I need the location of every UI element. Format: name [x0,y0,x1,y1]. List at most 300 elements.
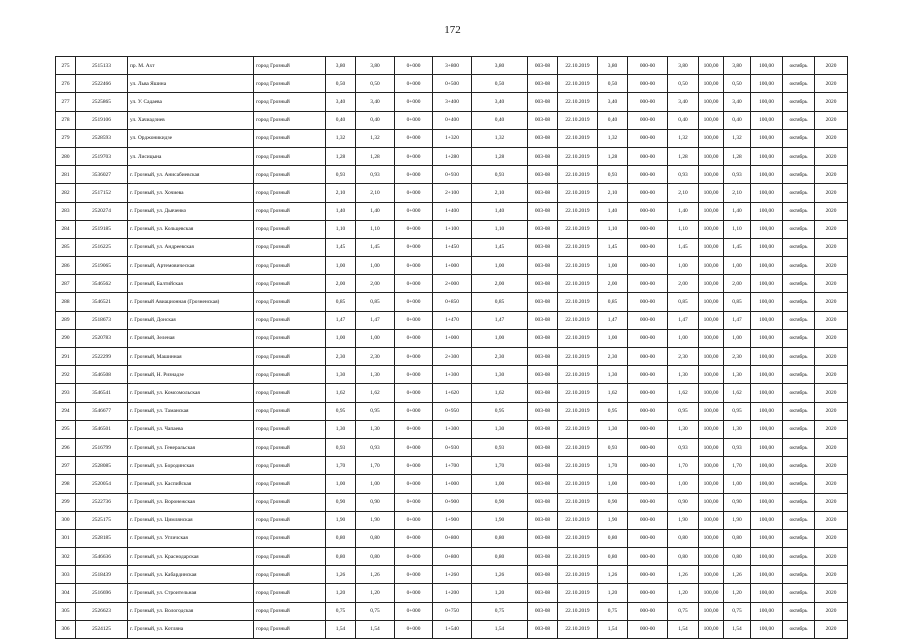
cell-percent-normative: 100,00 [699,384,724,402]
table-row [56,129,848,147]
cell-percent-normative: 100,00 [699,329,724,347]
cell-survey-date: 22.10.2019 [558,184,598,202]
cell-length-surveyed: 0,75 [598,602,628,620]
road-register-table-sheet [55,56,837,639]
table-row [56,602,848,620]
table-row [56,275,848,293]
cell-start-km: 0+000 [395,275,433,293]
cell-locality: город Грозный [254,202,326,220]
cell-road-id: 2520783 [76,329,128,347]
cell-road-name: г. Грозный, ул. Кабардинская [128,566,254,584]
cell-survey-date: 22.10.2019 [558,275,598,293]
cell-survey-date: 22.10.2019 [558,438,598,456]
cell-year: 2020 [815,384,848,402]
cell-length-section: 1,45 [356,238,395,256]
cell-length-surveyed: 1,47 [598,311,628,329]
cell-length-measured: 1,30 [472,366,528,384]
cell-code-zero: 000-00 [628,438,668,456]
cell-length-section: 1,62 [356,384,395,402]
cell-year: 2020 [815,548,848,566]
cell-end-km: 1+700 [433,457,472,475]
cell-end-km: 0+930 [433,166,472,184]
cell-length-normative: 3,40 [668,93,699,111]
cell-start-km: 0+000 [395,511,433,529]
cell-length-section: 0,95 [356,402,395,420]
cell-percent-compliant: 100,00 [751,457,783,475]
cell-road-name: ул. Орджоникидзе [128,129,254,147]
road-register-table [55,56,848,639]
cell-locality: город Грозный [254,293,326,311]
cell-survey-date: 22.10.2019 [558,238,598,256]
cell-road-name: г. Грозный, Машинная [128,348,254,366]
cell-start-km: 0+000 [395,257,433,275]
cell-length-total: 0,85 [326,293,356,311]
cell-length-section: 0,85 [356,293,395,311]
cell-end-km: 0+950 [433,402,472,420]
cell-code: 003-08 [528,166,558,184]
cell-year: 2020 [815,220,848,238]
cell-code: 003-08 [528,584,558,602]
cell-code-zero: 000-00 [628,57,668,75]
cell-code-zero: 000-00 [628,548,668,566]
cell-month: октябрь [783,57,815,75]
cell-length-compliant: 0,95 [724,402,751,420]
cell-percent-compliant: 100,00 [751,57,783,75]
cell-start-km: 0+000 [395,529,433,547]
cell-survey-date: 22.10.2019 [558,420,598,438]
cell-length-section: 0,93 [356,438,395,456]
cell-month: октябрь [783,93,815,111]
cell-percent-normative: 100,00 [699,438,724,456]
cell-locality: город Грозный [254,57,326,75]
cell-length-measured: 0,93 [472,438,528,456]
cell-length-surveyed: 0,80 [598,529,628,547]
cell-road-id: 3546521 [76,293,128,311]
cell-code: 003-08 [528,438,558,456]
cell-start-km: 0+000 [395,420,433,438]
cell-locality: город Грозный [254,529,326,547]
table-row [56,57,848,75]
cell-length-total: 1,47 [326,311,356,329]
cell-road-id: 2516799 [76,438,128,456]
cell-percent-normative: 100,00 [699,293,724,311]
cell-row-number: 275 [56,57,76,75]
cell-end-km: 1+100 [433,220,472,238]
cell-road-id: 2528185 [76,529,128,547]
cell-percent-compliant: 100,00 [751,93,783,111]
cell-road-name: г. Грозный, ул. Цимлянская [128,511,254,529]
cell-year: 2020 [815,366,848,384]
cell-code-zero: 000-00 [628,111,668,129]
cell-survey-date: 22.10.2019 [558,329,598,347]
cell-percent-normative: 100,00 [699,238,724,256]
cell-length-compliant: 1,45 [724,238,751,256]
cell-road-name: г. Грозный, ул. Вологодская [128,602,254,620]
table-row [56,293,848,311]
table-row [56,475,848,493]
cell-length-section: 2,10 [356,184,395,202]
cell-start-km: 0+000 [395,329,433,347]
cell-month: октябрь [783,584,815,602]
cell-code-zero: 000-00 [628,166,668,184]
cell-code-zero: 000-00 [628,75,668,93]
cell-row-number: 283 [56,202,76,220]
cell-code-zero: 000-00 [628,202,668,220]
cell-length-section: 0,50 [356,75,395,93]
cell-length-surveyed: 1,40 [598,202,628,220]
cell-percent-compliant: 100,00 [751,184,783,202]
cell-length-measured: 1,10 [472,220,528,238]
cell-survey-date: 22.10.2019 [558,111,598,129]
cell-row-number: 287 [56,275,76,293]
cell-code: 003-08 [528,548,558,566]
cell-length-measured: 0,95 [472,402,528,420]
cell-length-total: 1,00 [326,475,356,493]
cell-end-km: 1+000 [433,257,472,275]
cell-year: 2020 [815,238,848,256]
cell-percent-normative: 100,00 [699,275,724,293]
cell-length-surveyed: 1,30 [598,420,628,438]
cell-survey-date: 22.10.2019 [558,384,598,402]
cell-code-zero: 000-00 [628,384,668,402]
cell-row-number: 288 [56,293,76,311]
cell-length-total: 1,26 [326,566,356,584]
cell-code-zero: 000-00 [628,366,668,384]
cell-length-section: 1,40 [356,202,395,220]
cell-year: 2020 [815,93,848,111]
cell-length-measured: 0,90 [472,493,528,511]
cell-length-measured: 0,93 [472,166,528,184]
cell-length-total: 0,93 [326,438,356,456]
cell-start-km: 0+000 [395,311,433,329]
cell-length-surveyed: 1,90 [598,511,628,529]
cell-length-section: 0,40 [356,111,395,129]
cell-road-name: г. Грозный, ул. Воронежская [128,493,254,511]
cell-length-surveyed: 1,45 [598,238,628,256]
cell-month: октябрь [783,348,815,366]
cell-length-measured: 1,20 [472,584,528,602]
cell-road-name: г. Грозный, ул. Комсомольская [128,384,254,402]
cell-survey-date: 22.10.2019 [558,620,598,638]
cell-row-number: 298 [56,475,76,493]
table-row [56,75,848,93]
cell-length-total: 1,32 [326,129,356,147]
cell-code: 003-08 [528,511,558,529]
cell-length-measured: 0,80 [472,548,528,566]
cell-length-compliant: 1,32 [724,129,751,147]
cell-row-number: 302 [56,548,76,566]
cell-road-id: 3546636 [76,548,128,566]
cell-length-surveyed: 1,00 [598,329,628,347]
cell-percent-compliant: 100,00 [751,311,783,329]
cell-year: 2020 [815,420,848,438]
cell-percent-normative: 100,00 [699,584,724,602]
cell-start-km: 0+000 [395,57,433,75]
cell-month: октябрь [783,184,815,202]
cell-row-number: 293 [56,384,76,402]
cell-year: 2020 [815,75,848,93]
cell-percent-compliant: 100,00 [751,293,783,311]
cell-code-zero: 000-00 [628,220,668,238]
cell-length-section: 1,54 [356,620,395,638]
cell-road-name: г. Грозный, Зеленая [128,329,254,347]
cell-length-normative: 1,00 [668,257,699,275]
cell-year: 2020 [815,511,848,529]
cell-road-name: г. Грозный, Н. Ризнадзе [128,366,254,384]
cell-start-km: 0+000 [395,184,433,202]
table-row [56,584,848,602]
cell-road-id: 2516225 [76,238,128,256]
cell-end-km: 3+400 [433,93,472,111]
cell-row-number: 306 [56,620,76,638]
cell-length-normative: 0,75 [668,602,699,620]
cell-month: октябрь [783,402,815,420]
cell-locality: город Грозный [254,548,326,566]
cell-month: октябрь [783,147,815,165]
cell-row-number: 281 [56,166,76,184]
cell-code: 003-08 [528,457,558,475]
cell-length-normative: 0,93 [668,166,699,184]
cell-month: октябрь [783,384,815,402]
cell-code: 003-08 [528,311,558,329]
cell-percent-compliant: 100,00 [751,402,783,420]
cell-row-number: 289 [56,311,76,329]
cell-survey-date: 22.10.2019 [558,129,598,147]
cell-code: 003-08 [528,420,558,438]
cell-end-km: 1+900 [433,511,472,529]
cell-start-km: 0+000 [395,166,433,184]
cell-length-surveyed: 3,40 [598,93,628,111]
cell-start-km: 0+000 [395,293,433,311]
cell-length-total: 3,40 [326,93,356,111]
cell-row-number: 299 [56,493,76,511]
cell-length-surveyed: 1,30 [598,366,628,384]
cell-year: 2020 [815,311,848,329]
cell-percent-compliant: 100,00 [751,257,783,275]
cell-locality: город Грозный [254,166,326,184]
cell-locality: город Грозный [254,129,326,147]
cell-road-id: 2522466 [76,75,128,93]
cell-locality: город Грозный [254,620,326,638]
cell-month: октябрь [783,475,815,493]
cell-percent-compliant: 100,00 [751,566,783,584]
cell-locality: город Грозный [254,257,326,275]
cell-end-km: 1+000 [433,475,472,493]
table-row [56,257,848,275]
cell-road-name: г. Грозный, ул. Бородинская [128,457,254,475]
cell-start-km: 0+000 [395,202,433,220]
cell-row-number: 303 [56,566,76,584]
cell-percent-compliant: 100,00 [751,238,783,256]
cell-length-total: 0,40 [326,111,356,129]
cell-year: 2020 [815,402,848,420]
cell-code: 003-08 [528,57,558,75]
cell-length-compliant: 3,80 [724,57,751,75]
cell-length-normative: 1,45 [668,238,699,256]
cell-length-compliant: 1,90 [724,511,751,529]
cell-percent-normative: 100,00 [699,111,724,129]
cell-end-km: 1+000 [433,329,472,347]
cell-end-km: 1+470 [433,311,472,329]
cell-month: октябрь [783,529,815,547]
cell-road-id: 3546562 [76,275,128,293]
cell-length-normative: 0,80 [668,548,699,566]
cell-survey-date: 22.10.2019 [558,602,598,620]
cell-road-id: 3536027 [76,166,128,184]
cell-length-compliant: 1,28 [724,147,751,165]
cell-month: октябрь [783,329,815,347]
cell-month: октябрь [783,75,815,93]
cell-month: октябрь [783,438,815,456]
cell-month: октябрь [783,511,815,529]
cell-length-measured: 1,32 [472,129,528,147]
table-row [56,566,848,584]
cell-length-normative: 1,28 [668,147,699,165]
cell-length-compliant: 1,30 [724,420,751,438]
cell-road-id: 2519185 [76,220,128,238]
cell-length-normative: 1,62 [668,384,699,402]
cell-year: 2020 [815,493,848,511]
cell-length-surveyed: 0,93 [598,166,628,184]
cell-code: 003-08 [528,75,558,93]
cell-road-name: пр. М. Ахт [128,57,254,75]
cell-percent-normative: 100,00 [699,493,724,511]
table-row [56,402,848,420]
cell-length-total: 1,90 [326,511,356,529]
cell-locality: город Грозный [254,75,326,93]
cell-length-measured: 1,40 [472,202,528,220]
cell-start-km: 0+000 [395,457,433,475]
cell-start-km: 0+000 [395,147,433,165]
cell-code-zero: 000-00 [628,147,668,165]
cell-road-id: 2526623 [76,602,128,620]
cell-row-number: 292 [56,366,76,384]
cell-end-km: 0+500 [433,75,472,93]
cell-road-id: 2516696 [76,584,128,602]
cell-length-total: 0,80 [326,548,356,566]
cell-length-measured: 0,85 [472,293,528,311]
cell-survey-date: 22.10.2019 [558,220,598,238]
table-row [56,147,848,165]
cell-length-total: 1,62 [326,384,356,402]
table-row [56,457,848,475]
cell-length-compliant: 1,70 [724,457,751,475]
cell-start-km: 0+000 [395,438,433,456]
cell-length-surveyed: 1,20 [598,584,628,602]
cell-percent-normative: 100,00 [699,402,724,420]
cell-length-normative: 0,95 [668,402,699,420]
cell-percent-compliant: 100,00 [751,220,783,238]
cell-start-km: 0+000 [395,129,433,147]
cell-length-section: 1,90 [356,511,395,529]
cell-length-total: 0,90 [326,493,356,511]
cell-end-km: 1+280 [433,147,472,165]
cell-code: 003-08 [528,402,558,420]
cell-length-measured: 2,30 [472,348,528,366]
cell-length-measured: 2,00 [472,275,528,293]
table-row [56,384,848,402]
cell-start-km: 0+000 [395,93,433,111]
cell-code: 003-08 [528,129,558,147]
cell-road-id: 2520274 [76,202,128,220]
cell-locality: город Грозный [254,366,326,384]
cell-row-number: 284 [56,220,76,238]
cell-length-measured: 1,45 [472,238,528,256]
cell-survey-date: 22.10.2019 [558,566,598,584]
cell-percent-compliant: 100,00 [751,111,783,129]
cell-length-compliant: 1,20 [724,584,751,602]
cell-start-km: 0+000 [395,384,433,402]
cell-start-km: 0+000 [395,493,433,511]
cell-locality: город Грозный [254,384,326,402]
cell-end-km: 0+930 [433,438,472,456]
cell-length-surveyed: 0,50 [598,75,628,93]
cell-road-id: 2517152 [76,184,128,202]
cell-start-km: 0+000 [395,602,433,620]
cell-road-name: г. Грозный, Балтийская [128,275,254,293]
cell-percent-compliant: 100,00 [751,420,783,438]
cell-length-surveyed: 1,54 [598,620,628,638]
table-body [56,57,848,639]
cell-locality: город Грозный [254,238,326,256]
cell-length-measured: 1,90 [472,511,528,529]
cell-road-id: 2528593 [76,129,128,147]
cell-code-zero: 000-00 [628,493,668,511]
cell-length-surveyed: 1,26 [598,566,628,584]
cell-percent-normative: 100,00 [699,75,724,93]
table-row [56,93,848,111]
cell-percent-compliant: 100,00 [751,384,783,402]
cell-length-surveyed: 1,70 [598,457,628,475]
table-row [56,420,848,438]
cell-percent-normative: 100,00 [699,511,724,529]
cell-code: 003-08 [528,220,558,238]
cell-length-section: 1,30 [356,366,395,384]
cell-percent-compliant: 100,00 [751,548,783,566]
cell-road-name: г. Грозный, ул. Угличская [128,529,254,547]
cell-length-normative: 0,40 [668,111,699,129]
cell-year: 2020 [815,57,848,75]
cell-survey-date: 22.10.2019 [558,475,598,493]
cell-road-name: г. Грозный, ул. Строительная [128,584,254,602]
cell-road-name: г. Грозный, ул. Кольцевская [128,220,254,238]
cell-percent-compliant: 100,00 [751,602,783,620]
cell-start-km: 0+000 [395,238,433,256]
cell-length-section: 1,28 [356,147,395,165]
cell-length-compliant: 0,40 [724,111,751,129]
cell-length-section: 1,47 [356,311,395,329]
cell-length-measured: 1,26 [472,566,528,584]
cell-length-total: 1,40 [326,202,356,220]
cell-month: октябрь [783,311,815,329]
cell-locality: город Грозный [254,93,326,111]
cell-road-id: 2519065 [76,257,128,275]
cell-length-measured: 1,47 [472,311,528,329]
table-row [56,348,848,366]
cell-locality: город Грозный [254,493,326,511]
cell-code-zero: 000-00 [628,238,668,256]
cell-road-name: г. Грозный, ул. Котляна [128,620,254,638]
cell-percent-compliant: 100,00 [751,475,783,493]
cell-road-name: г. Грозный, ул. Чапаева [128,420,254,438]
cell-length-compliant: 0,93 [724,166,751,184]
cell-end-km: 1+300 [433,420,472,438]
cell-end-km: 0+750 [433,602,472,620]
cell-length-measured: 1,30 [472,420,528,438]
cell-length-total: 0,95 [326,402,356,420]
cell-length-compliant: 2,10 [724,184,751,202]
table-row [56,511,848,529]
